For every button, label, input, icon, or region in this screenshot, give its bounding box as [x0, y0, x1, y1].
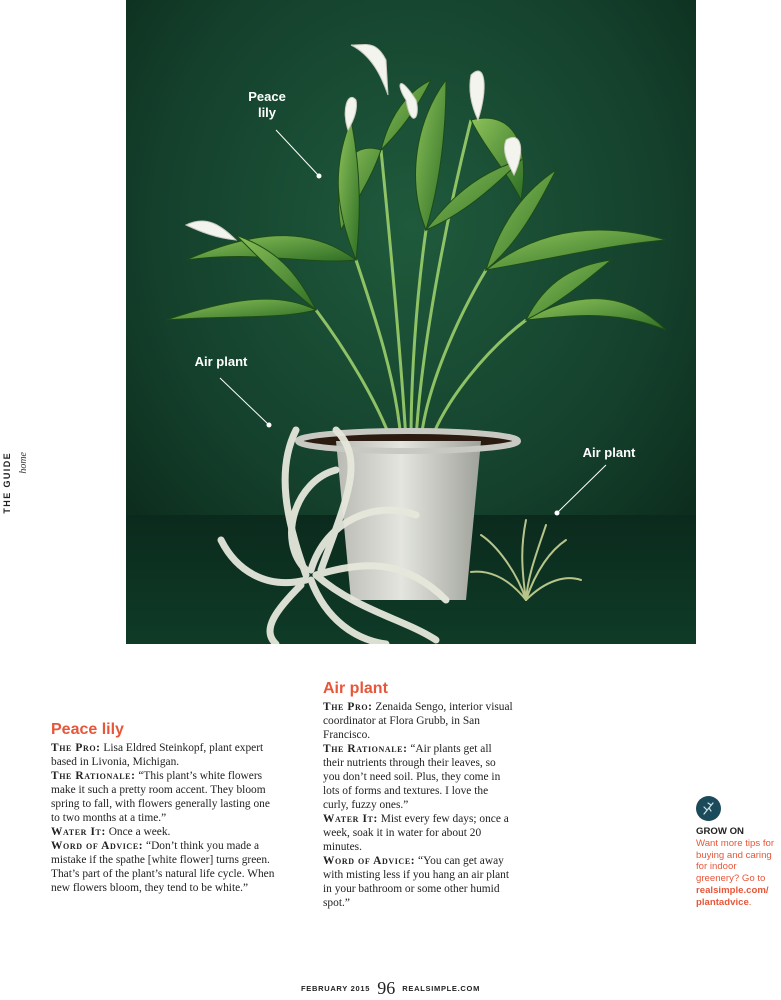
water-text: Mist every few days; once a week, soak it in water for about 20 minutes.	[323, 813, 509, 853]
page-folio	[0, 978, 781, 999]
air-plant-rationale	[323, 742, 513, 812]
pro-text: Zenaida Sengo, interior visual coordinator at Flora Grubb, in San Francisco.	[323, 701, 513, 741]
grow-on-link[interactable]: realsimple.com/ plantadvice	[696, 884, 769, 908]
callout-air-plant-right: Air plant	[582, 445, 636, 460]
air-plant-heading: Air plant	[323, 680, 388, 697]
advice-text: “Don’t think you made a mistake if the spathe [white flower] turns green. That’s part of the plant’s natural life cycle. When new flowers bloom, they tend to be white.”	[51, 840, 275, 894]
running-head	[2, 452, 29, 516]
rationale-text: “Air plants get all their nutrients through their leaves, so you don’t need soil. Plus, they come in lots of forms and textures. I love the curly, fuzzy ones.”	[323, 743, 501, 811]
water-label: Water It:	[51, 826, 106, 838]
air-plant-water	[323, 812, 513, 854]
folio-page-number: 96	[377, 978, 396, 998]
peace-lily-rationale	[51, 769, 281, 825]
rationale-label: The Rationale:	[51, 770, 136, 782]
callout-air-plant-left: Air plant	[194, 354, 248, 369]
peace-lily-entry	[51, 721, 281, 895]
air-plant-advice	[323, 854, 513, 910]
peace-lily-advice	[51, 839, 281, 895]
rationale-text: “This plant’s white flowers make it such a pretty room accent. They bloom spring to fall, with flowers generally lasting one to two months at a time.”	[51, 770, 270, 824]
callout-peace-lily: Peace lily	[248, 89, 286, 120]
advice-label: Word of Advice:	[51, 840, 144, 852]
advice-label: Word of Advice:	[323, 855, 416, 867]
folio-site: REALSIMPLE.COM	[402, 984, 481, 993]
pro-label: The Pro:	[323, 701, 373, 713]
grow-on-text	[696, 838, 778, 909]
advice-text: “You can get away with misting less if you hang an air plant in your bathroom or some other humid spot.”	[323, 855, 510, 909]
subsection-name: home	[18, 452, 29, 474]
pro-text: Lisa Eldred Steinkopf, plant expert based in Livonia, Michigan.	[51, 742, 264, 768]
plant-badge-icon	[696, 796, 721, 821]
peace-lily-water	[51, 825, 281, 839]
grow-on-end: .	[748, 896, 752, 908]
plant-photo	[126, 0, 696, 644]
grow-on-sidebar	[696, 796, 778, 909]
air-plant-pro	[323, 700, 513, 742]
water-text: Once a week.	[108, 826, 171, 838]
grow-on-tip: Want more tips for buying and caring for indoor greenery? Go to	[696, 837, 775, 885]
peace-lily-pro	[51, 741, 281, 769]
grow-on-title: GROW ON	[696, 826, 744, 837]
section-name: THE GUIDE	[2, 452, 12, 514]
folio-month: FEBRUARY 2015	[300, 984, 371, 993]
rationale-label: The Rationale:	[323, 743, 408, 755]
pro-label: The Pro:	[51, 742, 101, 754]
air-plant-entry	[323, 680, 513, 910]
peace-lily-heading: Peace lily	[51, 721, 124, 738]
plant-illustration	[126, 0, 696, 644]
water-label: Water It:	[323, 813, 378, 825]
